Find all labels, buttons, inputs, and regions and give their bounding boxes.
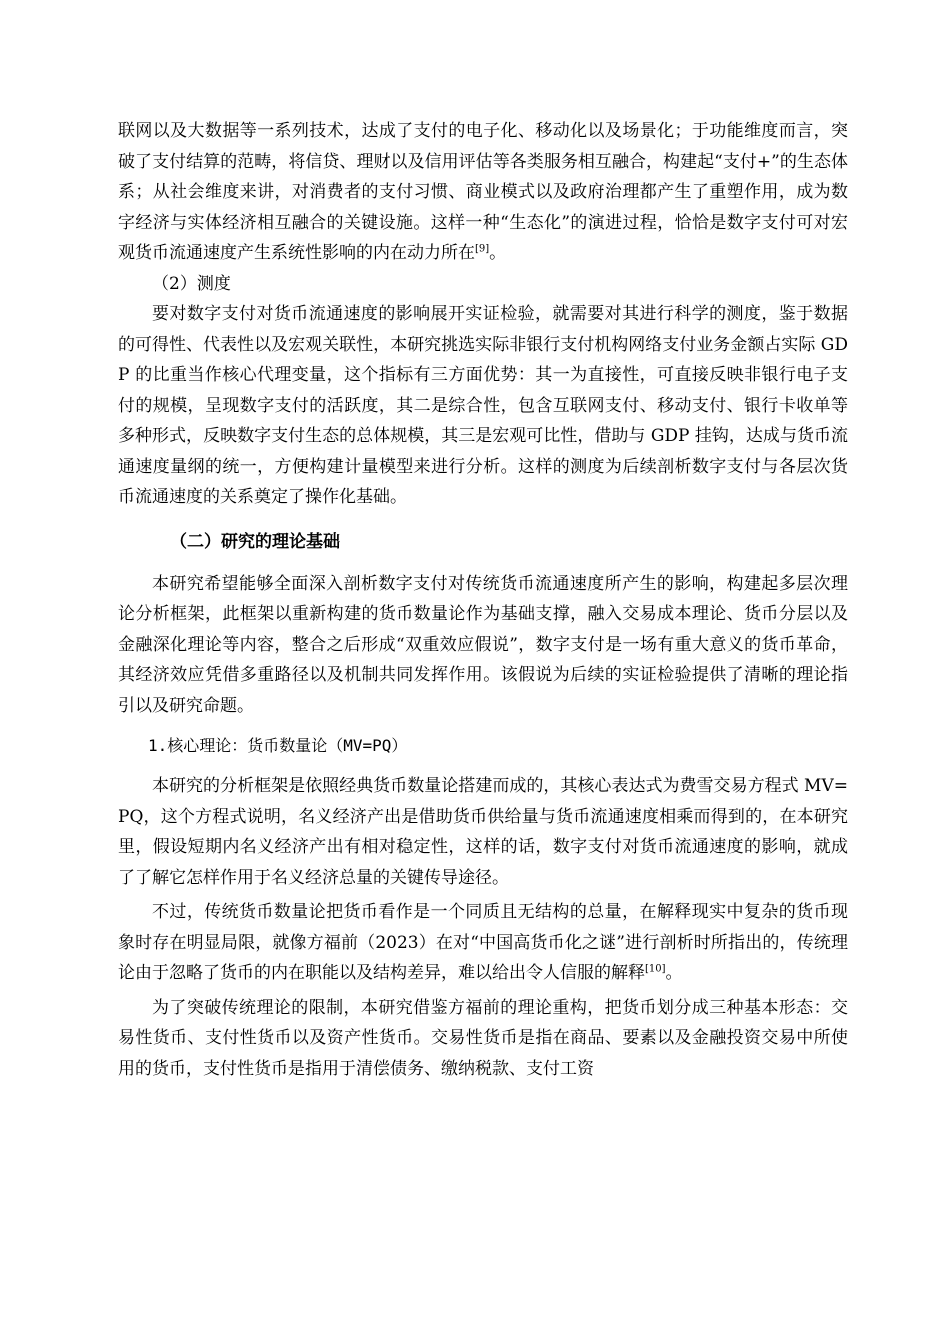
paragraph-measurement: 要对数字支付对货币流通速度的影响展开实证检验，就需要对其进行科学的测度，鉴于数据的可得性、代表性以及宏观关联性，本研究挑选实际非银行支付机构网络支付业务金额占实际 GDP 的比重当作核心代理变量，这个指标有三方面优势：其一为直接性，可直接反映非银行电子支付的规模，呈现数字支付的活跃度，其二是综合性，包含互联网支付、移动支付、银行卡收单等多种形式，反映数字支付生态的总体规模，其三是宏观可比性，借助与 GDP 挂钩，达成与货币流通速度量纲的统一，方便构建计量模型来进行分析。这样的测度为后续剖析数字支付与各层次货币流通速度的关系奠定了操作化基础。	[118, 304, 848, 507]
document-page	[118, 116, 848, 1084]
paragraph-money-forms: 为了突破传统理论的限制，本研究借鉴方福前的理论重构，把货币划分成三种基本形态：交易性货币、支付性货币以及资产性货币。交易性货币是指在商品、要素以及金融投资交易中所使用的货币，支付性货币是指用于清偿债务、缴纳税款、支付工资	[118, 997, 848, 1079]
paragraph-digital-payment-ecosystem: 联网以及大数据等一系列技术，达成了支付的电子化、移动化以及场景化；于功能维度而言，突破了支付结算的范畴，将信贷、理财以及信用评估等各类服务相互融合，构建起“支付+”的生态体系；从社会维度来讲，对消费者的支付习惯、商业模式以及政府治理都产生了重塑作用，成为数字经济与实体经济相互融合的关键设施。这样一种“生态化”的演进过程，恰恰是数字支付可对宏观货币流通速度产生系统性影响的内在动力所在[9]。	[118, 121, 848, 263]
section-heading-theoretical-basis: （二）研究的理论基础	[170, 531, 340, 552]
paragraph-theory-framework: 本研究希望能够全面深入剖析数字支付对传统货币流通速度所产生的影响，构建起多层次理论分析框架，此框架以重新构建的货币数量论作为基础支撑，融入交易成本理论、货币分层以及金融深化理论等内容，整合之后形成“双重效应假说”，数字支付是一场有重大意义的货币革命，其经济效应凭借多重路径以及机制共同发挥作用。该假说为后续的实证检验提供了清晰的理论指引以及研究命题。	[118, 573, 848, 716]
paragraph-quantity-theory: 本研究的分析框架是依照经典货币数量论搭建而成的，其核心表达式为费雪交易方程式 MV=PQ，这个方程式说明，名义经济产出是借助货币供给量与货币流通速度相乘而得到的，在本研究里，假设短期内名义经济产出有相对稳定性，这样的话，数字支付对货币流通速度的影响，就成了了解它怎样作用于名义经济总量的关键传导途径。	[118, 776, 848, 888]
subheading-core-theory: 1.核心理论：货币数量论（MV=PQ）	[148, 736, 408, 755]
citation-9: [9]	[475, 243, 490, 255]
citation-10: [10]	[645, 963, 666, 975]
subheading-measurement: （2）测度	[152, 273, 231, 294]
paragraph-traditional-limits: 不过，传统货币数量论把货币看作是一个同质且无结构的总量，在解释现实中复杂的货币现象时存在明显局限，就像方福前（2023）在对“中国高货币化之谜”进行剖析时所指出的，传统理论由于忽略了货币的内在职能以及结构差异，难以给出令人信服的解释[10]。	[118, 902, 848, 983]
